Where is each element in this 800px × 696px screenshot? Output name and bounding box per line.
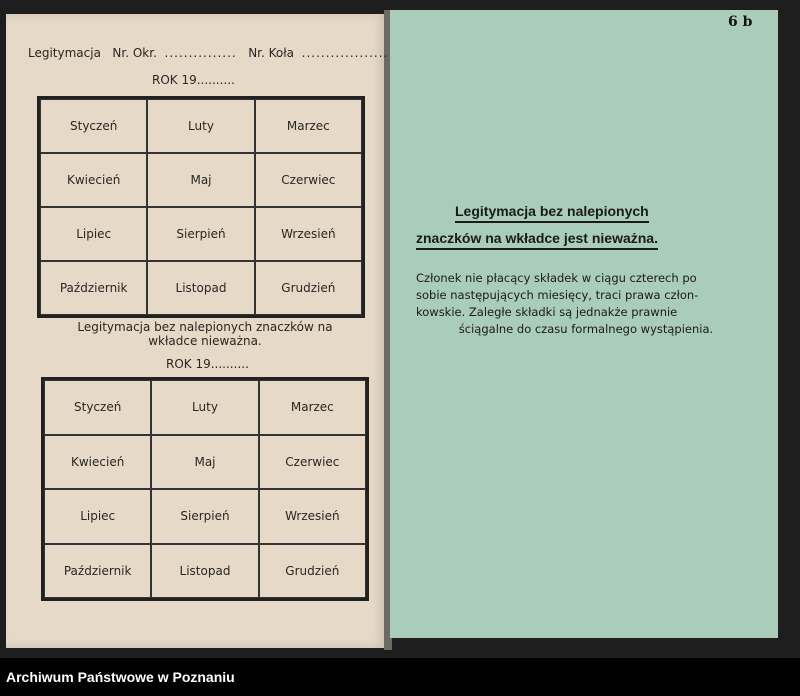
page-number: 6 b <box>728 14 753 30</box>
year-label-1: ROK 19.......... <box>152 73 235 87</box>
right-heading-line-1: Legitymacja bez nalepionych <box>455 203 649 223</box>
month-cell: Listopad <box>147 261 254 315</box>
month-cell: Styczeń <box>44 380 151 435</box>
right-heading-line-2: znaczków na wkładce jest nieważna. <box>416 230 658 250</box>
month-cell: Listopad <box>151 544 258 599</box>
year-label-2: ROK 19.......... <box>166 357 249 371</box>
month-cell: Sierpień <box>151 489 258 544</box>
month-cell: Marzec <box>255 99 362 153</box>
month-cell: Kwiecień <box>40 153 147 207</box>
month-cell: Luty <box>151 380 258 435</box>
paragraph-line-2: sobie następujących miesięcy, traci prawa człon- <box>416 288 699 302</box>
month-cell: Wrzesień <box>259 489 366 544</box>
month-cell: Luty <box>147 99 254 153</box>
paragraph-line-4: ściągalne do czasu formalnego wystąpienia. <box>458 322 714 336</box>
month-cell: Grudzień <box>255 261 362 315</box>
validity-note-line-2: wkładce nieważna. <box>148 334 262 348</box>
months-table-2 <box>41 377 369 601</box>
membership-header <box>28 46 388 60</box>
paragraph-line-3: kowskie. Zaległe składki są jednakże prawnie <box>416 305 678 319</box>
month-cell: Lipiec <box>40 207 147 261</box>
month-cell: Maj <box>147 153 254 207</box>
circle-number-field: .................. <box>301 46 389 60</box>
archive-name: Archiwum Państwowe w Poznaniu <box>6 669 235 685</box>
month-cell: Czerwiec <box>255 153 362 207</box>
month-cell: Sierpień <box>147 207 254 261</box>
month-cell: Marzec <box>259 380 366 435</box>
month-cell: Lipiec <box>44 489 151 544</box>
district-number-label: Nr. Okr. <box>112 46 157 60</box>
membership-rules-paragraph <box>416 270 756 338</box>
validity-note-line-1: Legitymacja bez nalepionych znaczków na <box>77 320 333 334</box>
archive-footer-bar <box>0 658 800 696</box>
circle-number-label: Nr. Koła <box>248 46 295 60</box>
months-table-1 <box>37 96 365 318</box>
month-cell: Kwiecień <box>44 435 151 490</box>
month-cell: Grudzień <box>259 544 366 599</box>
month-cell: Czerwiec <box>259 435 366 490</box>
district-number-field: ............... <box>164 46 237 60</box>
month-cell: Październik <box>40 261 147 315</box>
month-cell: Wrzesień <box>255 207 362 261</box>
header-label: Legitymacja <box>28 46 101 60</box>
month-cell: Październik <box>44 544 151 599</box>
paragraph-line-1: Członek nie płacący składek w ciągu czterech po <box>416 271 697 285</box>
validity-note <box>50 320 360 348</box>
month-cell: Styczeń <box>40 99 147 153</box>
month-cell: Maj <box>151 435 258 490</box>
